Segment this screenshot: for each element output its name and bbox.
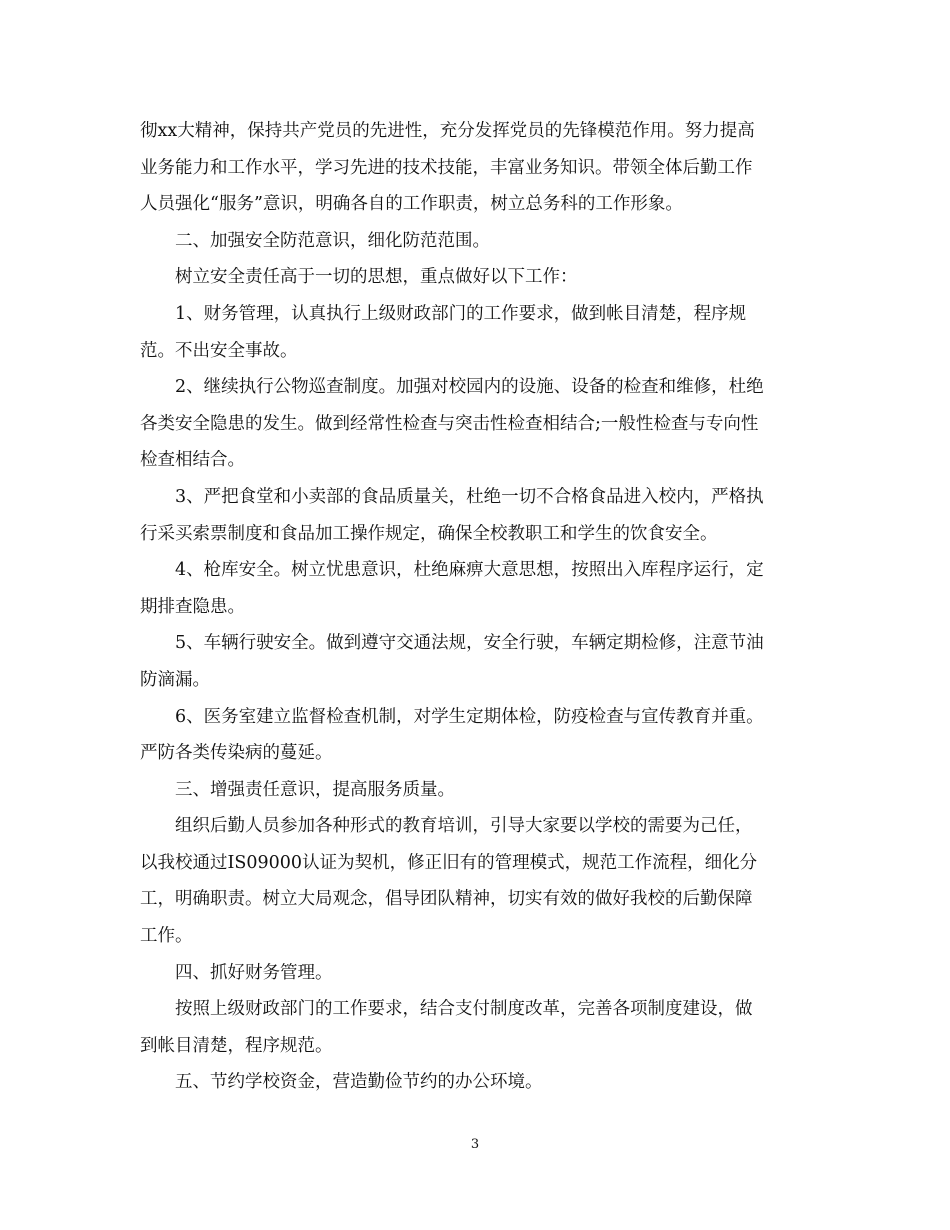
text-line: 工，明确职责。树立大局观念，倡导团队精神，切实有效的做好我校的后勤保障 bbox=[140, 889, 753, 910]
text-line: 严防各类传染病的蔓延。 bbox=[140, 743, 333, 764]
text-line: 以我校通过IS09000认证为契机，修正旧有的管理模式，规范工作流程，细化分 bbox=[140, 852, 758, 873]
text-line: 业务能力和工作水平，学习先进的技术技能，丰富业务知识。带领全体后勤工作 bbox=[140, 157, 753, 178]
text-line: 检查相结合。 bbox=[140, 450, 245, 471]
text-line: 5、车辆行驶安全。做到遵守交通法规，安全行驶，车辆定期检修，注意节油 bbox=[175, 633, 764, 654]
text-line: 4、枪库安全。树立忧患意识，杜绝麻痹大意思想，按照出入库程序运行，定 bbox=[175, 560, 764, 581]
document-body bbox=[140, 113, 805, 1101]
text-line: 防滴漏。 bbox=[140, 669, 210, 690]
text-line: 五、节约学校资金，营造勤俭节约的办公环境。 bbox=[175, 1072, 543, 1093]
text-line: 四、抓好财务管理。 bbox=[175, 962, 333, 983]
text-line: 6、医务室建立监督检查机制，对学生定期体检，防疫检查与宣传教育并重。 bbox=[175, 706, 764, 727]
text-line: 行采买索票制度和食品加工操作规定，确保全校教职工和学生的饮食安全。 bbox=[140, 523, 718, 544]
text-line: 各类安全隐患的发生。做到经常性检查与突击性检查相结合;一般性检查与专向性 bbox=[140, 413, 759, 434]
text-line: 按照上级财政部门的工作要求，结合支付制度改革，完善各项制度建设，做 bbox=[175, 999, 753, 1020]
page-number: 3 bbox=[470, 1137, 480, 1152]
text-line: 1、财务管理，认真执行上级财政部门的工作要求，做到帐目清楚，程序规 bbox=[175, 303, 747, 324]
text-line: 人员强化“服务”意识，明确各自的工作职责，树立总务科的工作形象。 bbox=[140, 194, 683, 215]
text-line: 范。不出安全事故。 bbox=[140, 340, 298, 361]
text-line: 组织后勤人员参加各种形式的教育培训，引导大家要以学校的需要为己任， bbox=[175, 816, 753, 837]
text-line: 工作。 bbox=[140, 926, 193, 947]
text-line: 期排查隐患。 bbox=[140, 596, 245, 617]
text-line: 二、加强安全防范意识，细化防范范围。 bbox=[175, 230, 490, 251]
text-line: 树立安全责任高于一切的思想，重点做好以下工作： bbox=[175, 267, 578, 288]
text-line: 3、严把食堂和小卖部的食品质量关，杜绝一切不合格食品进入校内，严格执 bbox=[175, 486, 764, 507]
text-line: 彻xx大精神，保持共产党员的先进性，充分发挥党员的先锋模范作用。努力提高 bbox=[140, 121, 755, 141]
text-line: 2、继续执行公物巡查制度。加强对校园内的设施、设备的检查和维修，杜绝 bbox=[175, 377, 764, 398]
text-line: 三、增强责任意识，提高服务质量。 bbox=[175, 779, 455, 800]
text-line: 到帐目清楚，程序规范。 bbox=[140, 1035, 333, 1056]
